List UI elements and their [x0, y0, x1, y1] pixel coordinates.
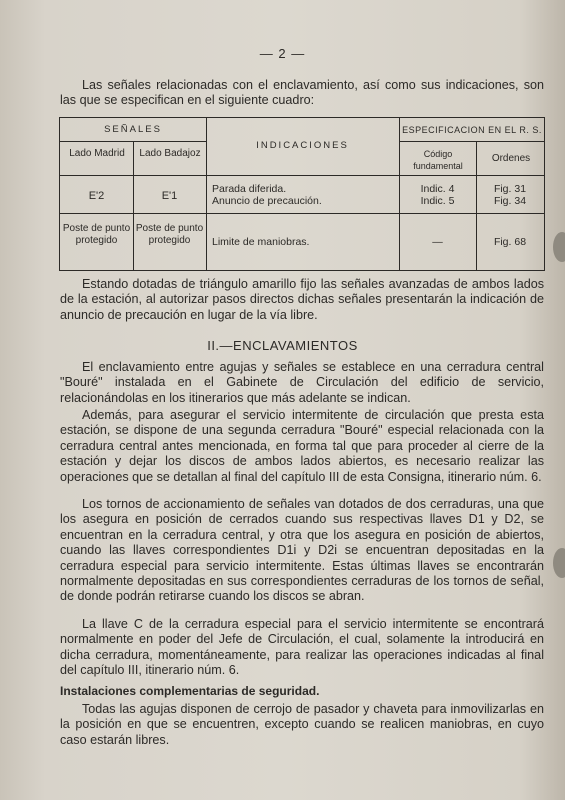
section-title: II.—ENCLAVAMIENTOS	[207, 338, 358, 353]
header-senales: SEÑALES	[104, 124, 162, 135]
signals-table	[59, 117, 545, 271]
triangle-paragraph: Estando dotadas de triángulo amarillo fijo las señales avanzadas de ambos lados de la estación, al autorizar pasos directos dichas señales presentarán la indicación de anuncio de precaución en lugar de la vía libre.	[60, 277, 544, 322]
header-codigo: Código fundamental	[413, 149, 463, 171]
row1-orden-2: Fig. 34	[493, 195, 527, 207]
row1-orden-1: Fig. 31	[493, 183, 527, 195]
paragraph-enclavamiento: El enclavamiento entre agujas y señales se establece en una cerradura central "Bouré" instalada en el Gabinete de Circulación del edificio de servicio, relacionándolas en los itinerarios que más adelante se indican.	[60, 360, 544, 405]
row2-indicacion: Limite de maniobras.	[212, 236, 310, 248]
binder-hole	[553, 232, 565, 262]
paragraph-tornos: Los tornos de accionamiento de señales van dotados de dos cerraduras, una que los asegura en posición de cerrados cuando sus respectivas llaves D1 y D2, se encuentran en la cerradura central, y otra que los asegura en posición de abiertos, cuando las llaves correspondientes D1i y D2i se encuentran depositadas en la cerradura especial para servicio intermitente. Estas últimas llaves se encontrarán normalmente depositadas en sus correspondientes cerraduras de los tornos de señal, de donde podrán retirarse cuando los discos se abran.	[60, 497, 544, 604]
header-lado-badajoz: Lado Badajoz	[139, 148, 201, 159]
row1-codigo-2: Indic. 5	[420, 195, 455, 207]
row1-indicacion-1: Parada diferida.	[212, 183, 287, 195]
paragraph-ademas: Además, para asegurar el servicio intermitente de circulación que presta esta estación, se dispone de una segunda cerradura "Bouré" especial relacionada con la cerradura central antes mencionada, en forma tal que para proceder al cierre de la estación y dejar los discos de ambos lados abiertos, es necesario realizar las operaciones que se detallan al final del capítulo III de esta Consigna, itinerario núm. 6.	[60, 408, 544, 484]
row2-madrid: Poste de punto protegido	[62, 223, 131, 246]
row1-madrid: E'2	[88, 190, 105, 202]
row1-indicacion-2: Anuncio de precaución.	[212, 195, 322, 207]
row2-badajoz: Poste de punto protegido	[135, 223, 204, 246]
header-indicaciones: INDICACIONES	[256, 140, 349, 151]
paragraph-llave-c: La llave C de la cerradura especial para el servicio intermitente se encontrará normalmente en poder del Jefe de Circulación, el cual, solamente la introducirá en dicha cerradura, momentáneamente, para realizar las operaciones indicadas al final del capítulo III, itinerario núm. 6.	[60, 617, 544, 678]
header-ordenes: Ordenes	[491, 153, 531, 164]
binder-hole	[553, 548, 565, 578]
row2-orden: Fig. 68	[493, 236, 527, 248]
header-lado-madrid: Lado Madrid	[69, 148, 125, 159]
header-especificacion: ESPECIFICACION EN EL R. S.	[402, 125, 542, 135]
row2-codigo: —	[432, 236, 443, 248]
intro-paragraph: Las señales relacionadas con el enclavamiento, así como sus indicaciones, son las que se especifican en el siguiente cuadro:	[60, 78, 544, 108]
page-number: — 2 —	[259, 46, 306, 61]
paragraph-agujas: Todas las agujas disponen de cerrojo de pasador y chaveta para inmovilizarlas en la posición en que se encuentren, excepto cuando se realicen maniobras, en cuyo caso estarán libres.	[60, 702, 544, 747]
row1-badajoz: E'1	[161, 190, 178, 202]
subsection-title: Instalaciones complementarias de seguridad.	[60, 684, 320, 698]
row1-codigo-1: Indic. 4	[420, 183, 455, 195]
